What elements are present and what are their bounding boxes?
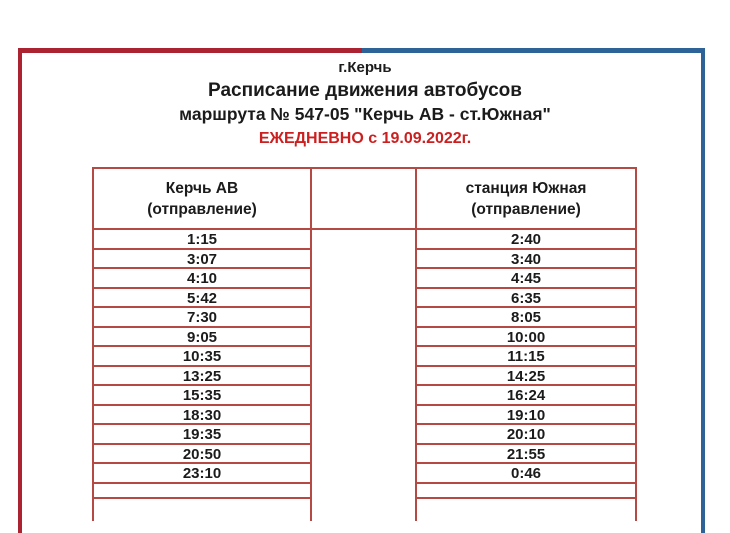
time-cell: 19:35 <box>94 425 310 445</box>
kerch-station-label: Керчь АВ <box>165 180 239 197</box>
time-cell: 7:30 <box>94 308 310 328</box>
kerch-times <box>94 230 310 521</box>
empty-row <box>94 499 310 521</box>
time-cell: 21:55 <box>417 445 635 465</box>
time-cell: 4:10 <box>94 269 310 289</box>
time-cell: 5:42 <box>94 289 310 309</box>
empty-row <box>94 484 310 500</box>
time-cell: 11:15 <box>417 347 635 367</box>
time-cell: 20:10 <box>417 425 635 445</box>
schedule-title: Расписание движения автобусов <box>208 80 522 101</box>
yuzhnaya-departure-label: (отправление) <box>471 201 581 218</box>
time-cell: 19:10 <box>417 406 635 426</box>
time-cell: 15:35 <box>94 386 310 406</box>
schedule-table <box>92 167 637 533</box>
time-cell: 10:00 <box>417 328 635 348</box>
time-cell: 3:07 <box>94 250 310 270</box>
frame-top-red-segment <box>22 48 362 53</box>
city-title: г.Керчь <box>338 59 392 76</box>
time-cell: 23:10 <box>94 464 310 484</box>
frame-top-blue-segment <box>362 48 702 53</box>
yuzhnaya-station-label: станция Южная <box>465 180 587 197</box>
time-cell: 8:05 <box>417 308 635 328</box>
time-cell: 2:40 <box>417 230 635 250</box>
title-block <box>24 58 706 150</box>
time-cell: 14:25 <box>417 367 635 387</box>
time-cell: 16:24 <box>417 386 635 406</box>
kerch-column <box>92 167 312 521</box>
time-cell: 6:35 <box>417 289 635 309</box>
time-cell: 1:15 <box>94 230 310 250</box>
kerch-header-cell <box>94 169 310 230</box>
spacer-header-cell <box>312 169 415 230</box>
spacer-column <box>312 167 415 533</box>
time-cell: 3:40 <box>417 250 635 270</box>
time-cell: 0:46 <box>417 464 635 484</box>
kerch-departure-label: (отправление) <box>147 201 257 218</box>
time-cell: 20:50 <box>94 445 310 465</box>
time-cell: 4:45 <box>417 269 635 289</box>
yuzhnaya-header-cell <box>417 169 635 230</box>
time-cell: 13:25 <box>94 367 310 387</box>
empty-row <box>417 484 635 500</box>
route-title: маршрута № 547-05 "Керчь АВ - ст.Южная" <box>179 104 551 124</box>
validity-note: ЕЖЕДНЕВНО с 19.09.2022г. <box>258 130 472 147</box>
yuzhnaya-column <box>415 167 637 521</box>
time-cell: 9:05 <box>94 328 310 348</box>
empty-row <box>417 499 635 521</box>
time-cell: 18:30 <box>94 406 310 426</box>
frame-top-border <box>22 48 701 53</box>
time-cell: 10:35 <box>94 347 310 367</box>
yuzhnaya-times <box>417 230 635 521</box>
